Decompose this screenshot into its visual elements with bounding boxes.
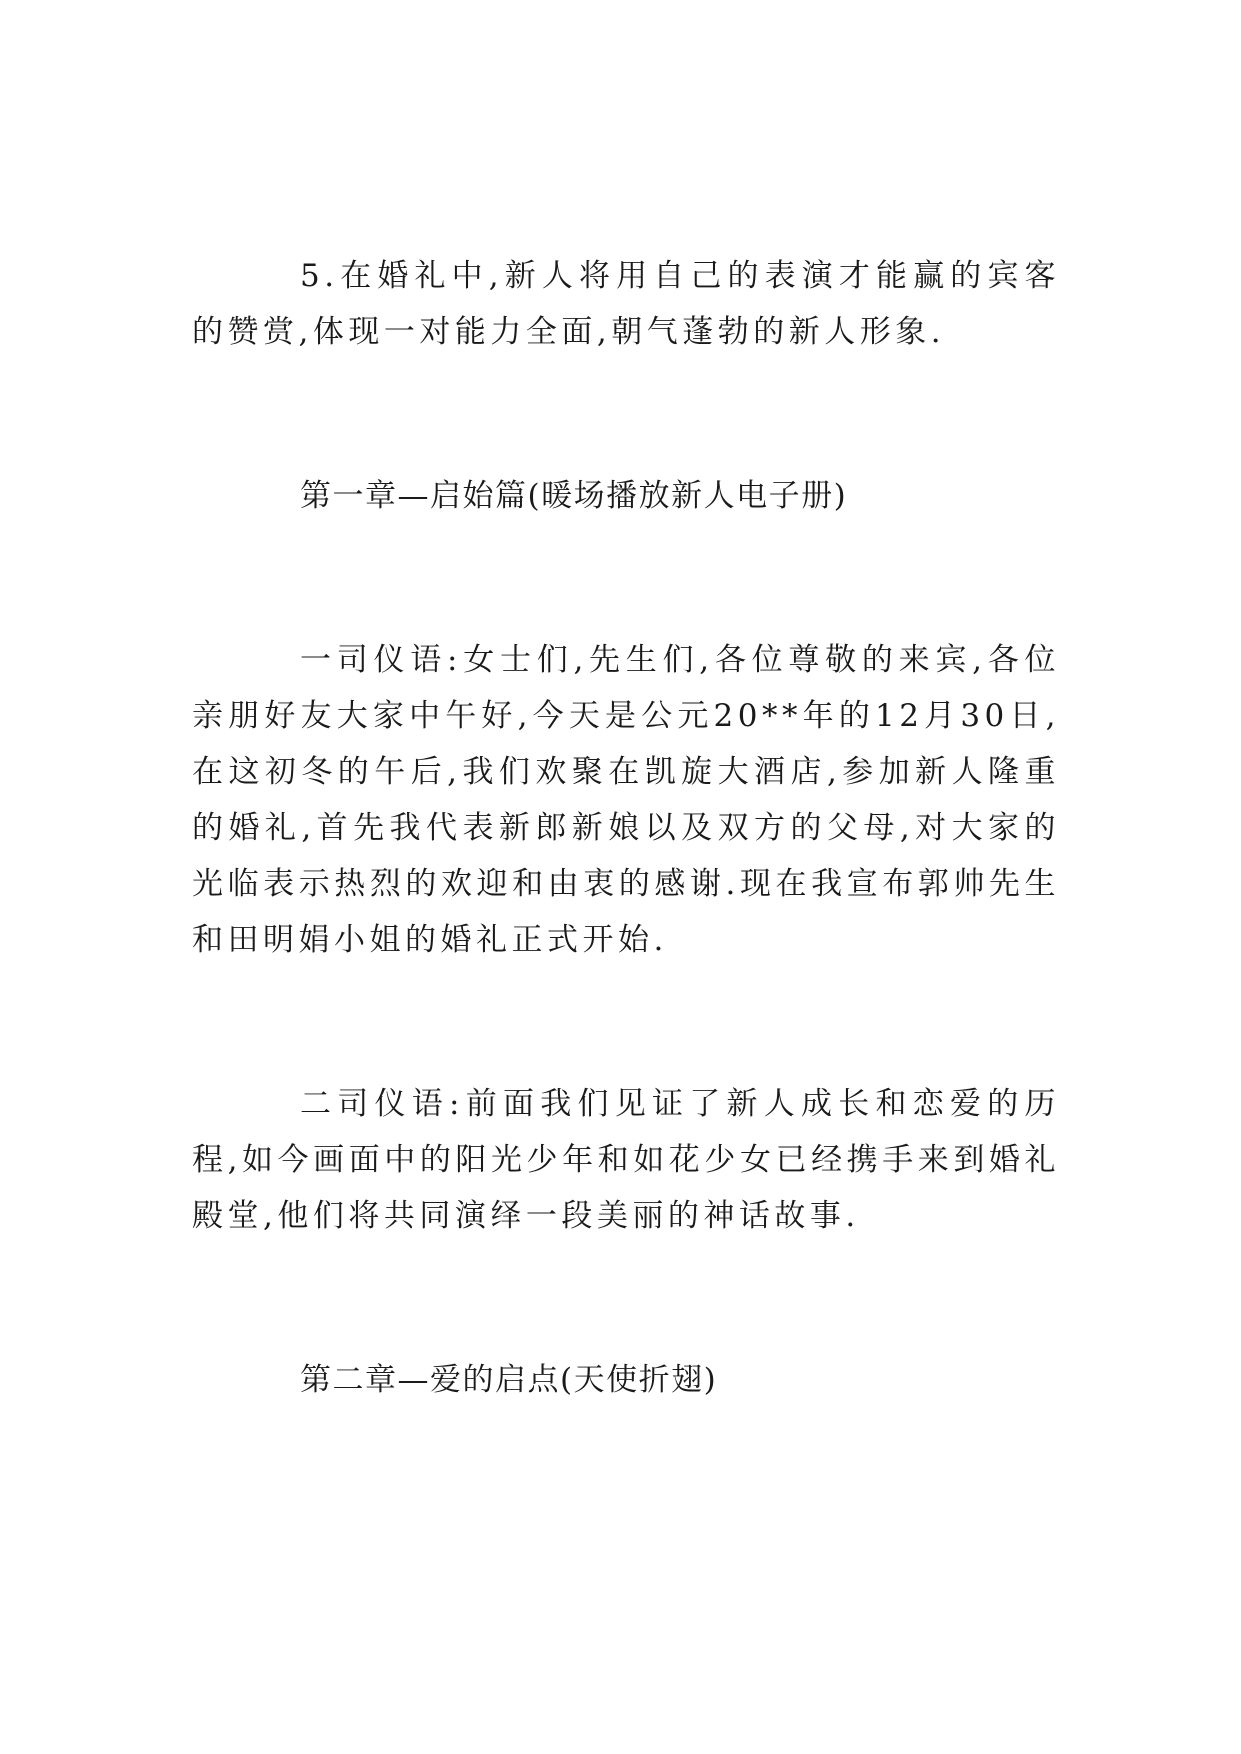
- document-body: [192, 248, 1060, 1408]
- chapter-2-heading: 第二章—爱的启点(天使折翅): [300, 1362, 718, 1398]
- host-speech-1-paragraph: 一司仪语:女士们,先生们,各位尊敬的来宾,各位亲朋好友大家中午好,今天是公元20**年的12月30日,在这初冬的午后,我们欢聚在凯旋大酒店,参加新人隆重的婚礼,首先我代表新郎新娘以及双方的父母,对大家的光临表示热烈的欢迎和由衷的感谢.现在我宣布郭帅先生和田明娟小姐的婚礼正式开始.: [192, 642, 1060, 958]
- paragraph-item-5: 5.在婚礼中,新人将用自己的表演才能赢的宾客的赞赏,体现一对能力全面,朝气蓬勃的新人形象.: [192, 258, 1060, 350]
- host-speech-2-paragraph: 二司仪语:前面我们见证了新人成长和恋爱的历程,如今画面中的阳光少年和如花少女已经携手来到婚礼殿堂,他们将共同演绎一段美丽的神话故事.: [192, 1086, 1060, 1234]
- chapter-1-heading: 第一章—启始篇(暖场播放新人电子册): [300, 478, 848, 514]
